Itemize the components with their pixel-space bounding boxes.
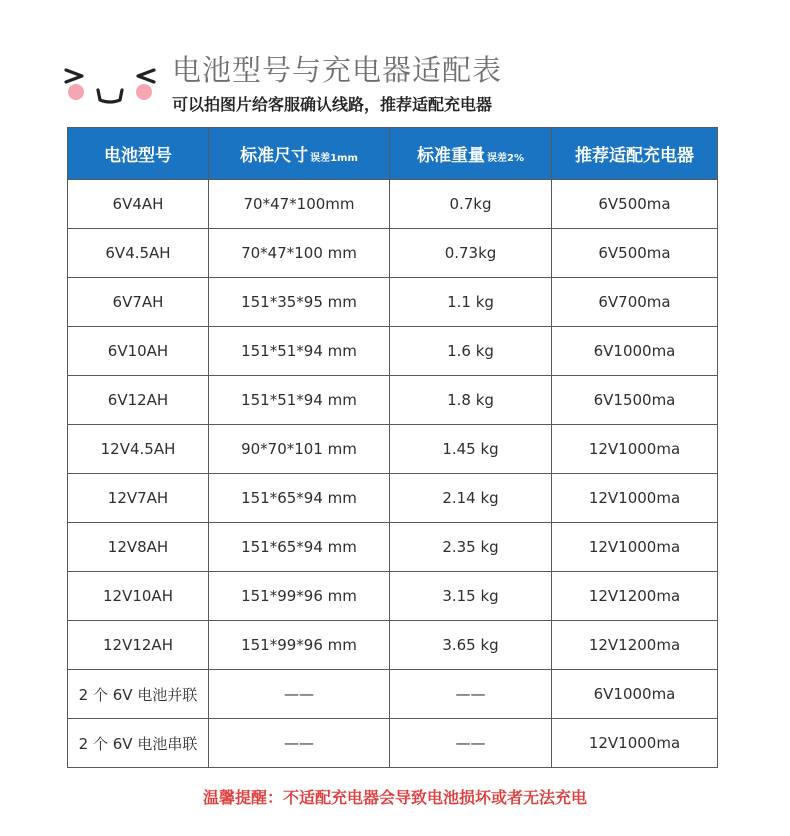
cell-weight: 2.14 kg (390, 474, 552, 523)
cell-weight: 1.8 kg (390, 376, 552, 425)
table-row (68, 572, 718, 621)
cell-size: 70*47*100 mm (209, 229, 390, 278)
cell-model: 6V4AH (68, 180, 209, 229)
cell-model: 2 个 6V 电池串联 (68, 719, 209, 768)
cell-charger: 6V1000ma (552, 327, 718, 376)
cell-size: 90*70*101 mm (209, 425, 390, 474)
table-row (68, 523, 718, 572)
column-header-size (209, 128, 390, 180)
cell-size: 151*51*94 mm (209, 327, 390, 376)
column-header-weight (390, 128, 552, 180)
cell-model: 12V8AH (68, 523, 209, 572)
cell-weight: 3.65 kg (390, 621, 552, 670)
column-note: 误差2% (487, 153, 524, 164)
page-title: 电池型号与充电器适配表 (172, 53, 503, 87)
table-row (68, 719, 718, 768)
cell-charger: 6V500ma (552, 180, 718, 229)
cell-charger: 12V1200ma (552, 621, 718, 670)
cell-model: 6V7AH (68, 278, 209, 327)
cell-weight: 3.15 kg (390, 572, 552, 621)
table-row (68, 180, 718, 229)
cell-model: 6V4.5AH (68, 229, 209, 278)
table-header-row (68, 128, 718, 180)
table-row (68, 278, 718, 327)
cell-weight: 0.73kg (390, 229, 552, 278)
cell-weight: 1.6 kg (390, 327, 552, 376)
cell-model: 12V4.5AH (68, 425, 209, 474)
cell-model: 6V10AH (68, 327, 209, 376)
cell-charger: 12V1000ma (552, 523, 718, 572)
page-header (0, 0, 790, 125)
table-row (68, 376, 718, 425)
table-row (68, 474, 718, 523)
cell-size: —— (209, 719, 390, 768)
cute-face-icon (62, 62, 162, 110)
column-label: 电池型号 (104, 146, 172, 166)
cell-charger: 12V1000ma (552, 474, 718, 523)
page-subtitle: 可以拍图片给客服确认线路，推荐适配充电器 (172, 95, 493, 114)
table-row (68, 425, 718, 474)
table-header (68, 128, 718, 180)
cell-charger: 12V1000ma (552, 425, 718, 474)
battery-charger-table (67, 127, 718, 768)
cell-size: 70*47*100mm (209, 180, 390, 229)
cell-charger: 6V500ma (552, 229, 718, 278)
cell-size: 151*35*95 mm (209, 278, 390, 327)
cell-weight: 1.1 kg (390, 278, 552, 327)
table-row (68, 621, 718, 670)
cell-size: 151*51*94 mm (209, 376, 390, 425)
cell-weight: 2.35 kg (390, 523, 552, 572)
cell-charger: 12V1000ma (552, 719, 718, 768)
cell-model: 2 个 6V 电池并联 (68, 670, 209, 719)
cell-weight: 0.7kg (390, 180, 552, 229)
cell-charger: 6V1000ma (552, 670, 718, 719)
cell-weight: 1.45 kg (390, 425, 552, 474)
table-row (68, 670, 718, 719)
cell-charger: 6V1500ma (552, 376, 718, 425)
cell-size: 151*99*96 mm (209, 621, 390, 670)
cell-model: 12V7AH (68, 474, 209, 523)
column-header-model (68, 128, 209, 180)
cell-weight: —— (390, 719, 552, 768)
column-label: 标准尺寸 (240, 146, 309, 166)
cell-size: 151*65*94 mm (209, 523, 390, 572)
cell-size: 151*65*94 mm (209, 474, 390, 523)
cell-model: 12V10AH (68, 572, 209, 621)
cell-model: 12V12AH (68, 621, 209, 670)
cell-charger: 12V1200ma (552, 572, 718, 621)
column-label: 推荐适配充电器 (575, 146, 694, 166)
cell-weight: —— (390, 670, 552, 719)
cell-model: 6V12AH (68, 376, 209, 425)
warning-note: 温馨提醒：不适配充电器会导致电池损坏或者无法充电 (202, 788, 587, 807)
cell-charger: 6V700ma (552, 278, 718, 327)
column-header-charger (552, 128, 718, 180)
column-note: 误差1mm (310, 153, 358, 164)
table-row (68, 229, 718, 278)
table-row (68, 327, 718, 376)
cell-size: 151*99*96 mm (209, 572, 390, 621)
cell-size: —— (209, 670, 390, 719)
column-label: 标准重量 (417, 146, 485, 166)
table-body (68, 180, 718, 768)
